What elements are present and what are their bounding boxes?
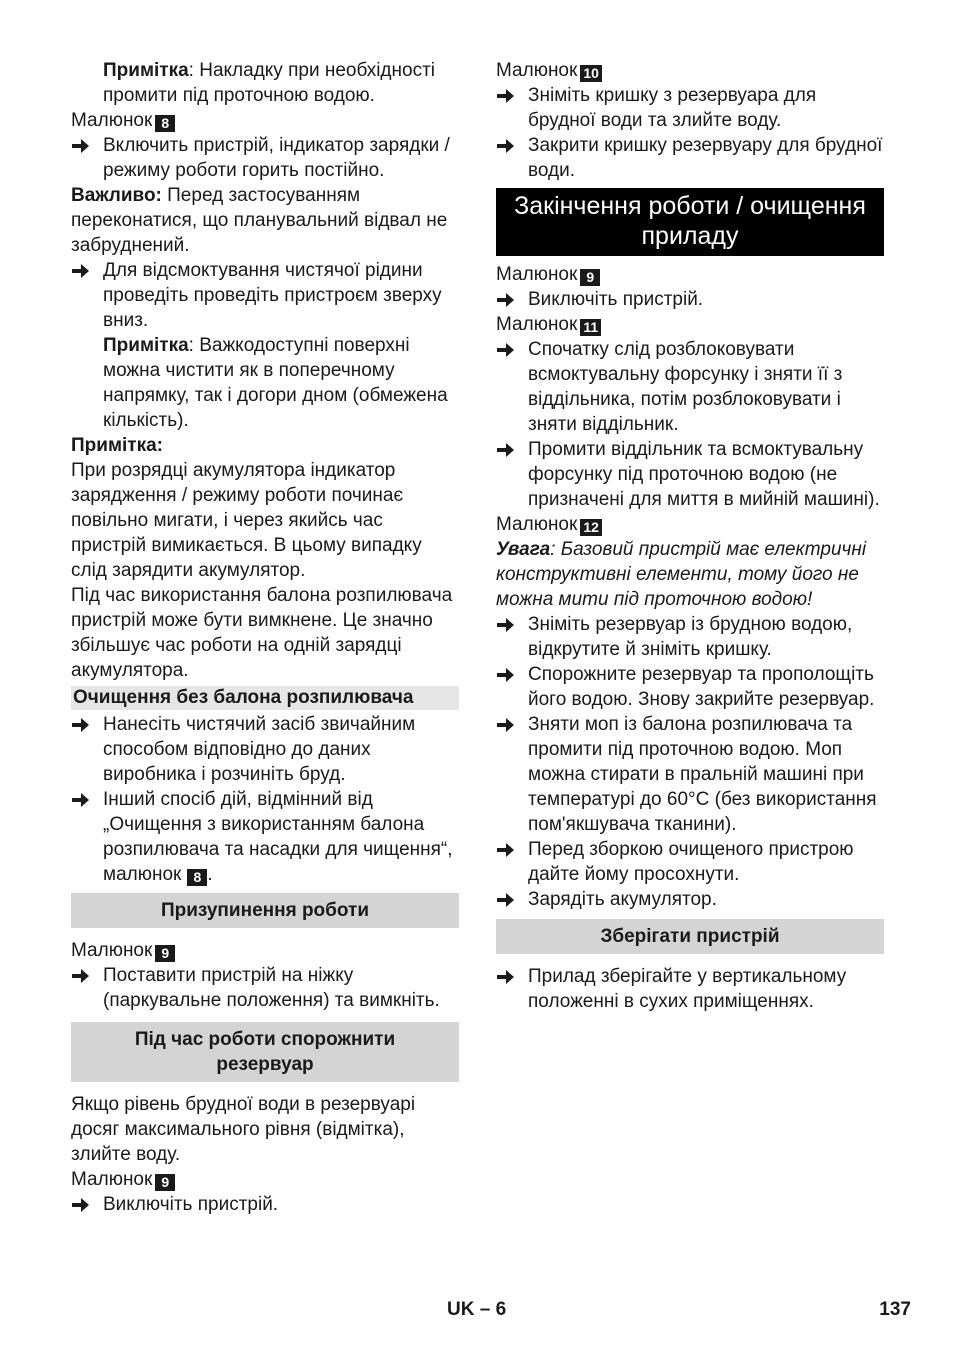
arrow-right-icon xyxy=(496,612,518,637)
instruction-item: Включить пристрій, індикатор зарядки / режиму роботи горить постійно. xyxy=(71,133,459,183)
section-heading: Зберігати пристрій xyxy=(496,919,884,954)
instruction-item: Поставити пристрій на ніжку (паркувальне положення) та вимкніть. xyxy=(71,963,459,1013)
figure-reference: Малюнок 9 xyxy=(496,262,884,287)
figure-reference: Малюнок 11 xyxy=(496,312,884,337)
subsection-heading: Очищення без балона розпилювача xyxy=(71,686,459,710)
arrow-right-icon xyxy=(496,287,518,312)
figure-number: 8 xyxy=(155,115,175,132)
instruction-item: Закрити кришку резервуару для брудної води. xyxy=(496,133,884,183)
note-text: : Накладку при необхідності промити під проточною водою. xyxy=(103,60,436,106)
section-heading: Призупинення роботи xyxy=(71,893,459,928)
arrow-right-icon xyxy=(496,437,518,462)
instruction-item: Промити віддільник та всмоктувальну форсунку під проточною водою (не призначені для миття в мийній машині). xyxy=(496,437,884,512)
note-label: Примітка xyxy=(103,60,189,81)
page-number: 137 xyxy=(879,1299,911,1320)
figure-reference: Малюнок 9 xyxy=(71,938,459,963)
arrow-right-icon xyxy=(71,258,93,283)
note-body: При розрядці акумулятора індикатор зарядження / режиму роботи починає повільно мигати, і через якийсь час пристрій вимикається. В цьому випадку слід зарядити акумулятор. xyxy=(71,460,422,581)
arrow-right-icon xyxy=(71,712,93,737)
right-column xyxy=(496,58,884,1014)
arrow-right-icon xyxy=(496,662,518,687)
note-heading: Примітка: xyxy=(71,435,163,456)
note-paragraph: Примітка: Важкодоступні поверхні можна чистити як в поперечному напрямку, так і догори дном (обмежена кількість). xyxy=(103,335,448,431)
figure-number: 11 xyxy=(580,319,601,336)
note-paragraph xyxy=(71,58,459,108)
figure-number: 9 xyxy=(155,945,175,962)
arrow-right-icon xyxy=(71,1192,93,1217)
instruction-item: Зніміть резервуар із брудною водою, відкрутите й зніміть кришку. xyxy=(496,612,884,662)
figure-reference: Малюнок 8 xyxy=(71,108,459,133)
warning-label: Увага xyxy=(496,539,551,560)
figure-number: 8 xyxy=(187,869,207,886)
instruction-item: Зніміть кришку з резервуара для брудної води та злийте воду. xyxy=(496,83,884,133)
instruction-item: Спорожните резервуар та прополощіть його водою. Знову закрийте резервуар. xyxy=(496,662,884,712)
figure-number: 9 xyxy=(580,269,600,286)
important-paragraph: Важливо: Перед застосуванням переконатися, що планувальний відвал не забруднений. xyxy=(71,185,448,256)
figure-number: 12 xyxy=(580,519,602,536)
arrow-right-icon xyxy=(496,712,518,737)
figure-reference: Малюнок 10 xyxy=(496,58,884,83)
section-page-label: UK – 6 xyxy=(447,1299,507,1320)
important-label: Важливо: xyxy=(71,185,162,206)
figure-number: 9 xyxy=(155,1174,175,1191)
instruction-item: Нанесіть чистячий засіб звичайним способом відповідно до даних виробника і розчиніть бруд. xyxy=(71,712,459,787)
arrow-right-icon xyxy=(71,787,93,812)
instruction-item: Перед зборкою очищеного пристрою дайте йому просохнути. xyxy=(496,837,884,887)
arrow-right-icon xyxy=(496,133,518,158)
instruction-item: Для відсмоктування чистячої рідини проведіть проведіть пристроєм зверху вниз. xyxy=(71,258,459,333)
instruction-item: Спочатку слід розблоковувати всмоктувальну форсунку і зняти її з віддільника, потім розблоковувати і зняти віддільник. xyxy=(496,337,884,437)
instruction-item: Виключіть пристрій. xyxy=(71,1192,459,1217)
arrow-right-icon xyxy=(71,963,93,988)
note-label: Примітка xyxy=(103,335,189,356)
main-section-heading: Закінчення роботи / очищення приладу xyxy=(496,188,884,256)
arrow-right-icon xyxy=(496,837,518,862)
warning-paragraph: Увага: Базовий пристрій має електричні конструктивні елементи, тому його не можна мити під проточною водою! xyxy=(496,539,867,610)
arrow-right-icon xyxy=(71,133,93,158)
figure-reference: Малюнок 9 xyxy=(71,1167,459,1192)
arrow-right-icon xyxy=(496,83,518,108)
instruction-item: Зняти моп із балона розпилювача та промити під проточною водою. Моп можна стирати в пральній машині при температурі до 60°C (без використання пом'якшувача тканини). xyxy=(496,712,884,837)
instruction-item: Інший спосіб дій, відмінний від „Очищення з використанням балона розпилювача та насадки для чищення“, малюнок 8 . xyxy=(71,787,459,887)
arrow-right-icon xyxy=(496,337,518,362)
instruction-item: Прилад зберігайте у вертикальному положенні в сухих приміщеннях. xyxy=(496,964,884,1014)
arrow-right-icon xyxy=(496,887,518,912)
section-heading: Під час роботи спорожнити резервуар xyxy=(71,1022,459,1082)
body-paragraph: Якщо рівень брудної води в резервуарі досяг максимального рівня (відмітка), злийте воду. xyxy=(71,1094,416,1165)
body-paragraph: Під час використання балона розпилювача пристрій може бути вимкнене. Це значно збільшує час роботи на одній зарядці акумулятора. xyxy=(71,585,453,681)
arrow-right-icon xyxy=(496,964,518,989)
figure-number: 10 xyxy=(580,65,602,82)
instruction-item: Зарядіть акумулятор. xyxy=(496,887,884,912)
figure-reference: Малюнок 12 xyxy=(496,512,884,537)
instruction-item: Виключіть пристрій. xyxy=(496,287,884,312)
left-column xyxy=(71,58,459,1217)
